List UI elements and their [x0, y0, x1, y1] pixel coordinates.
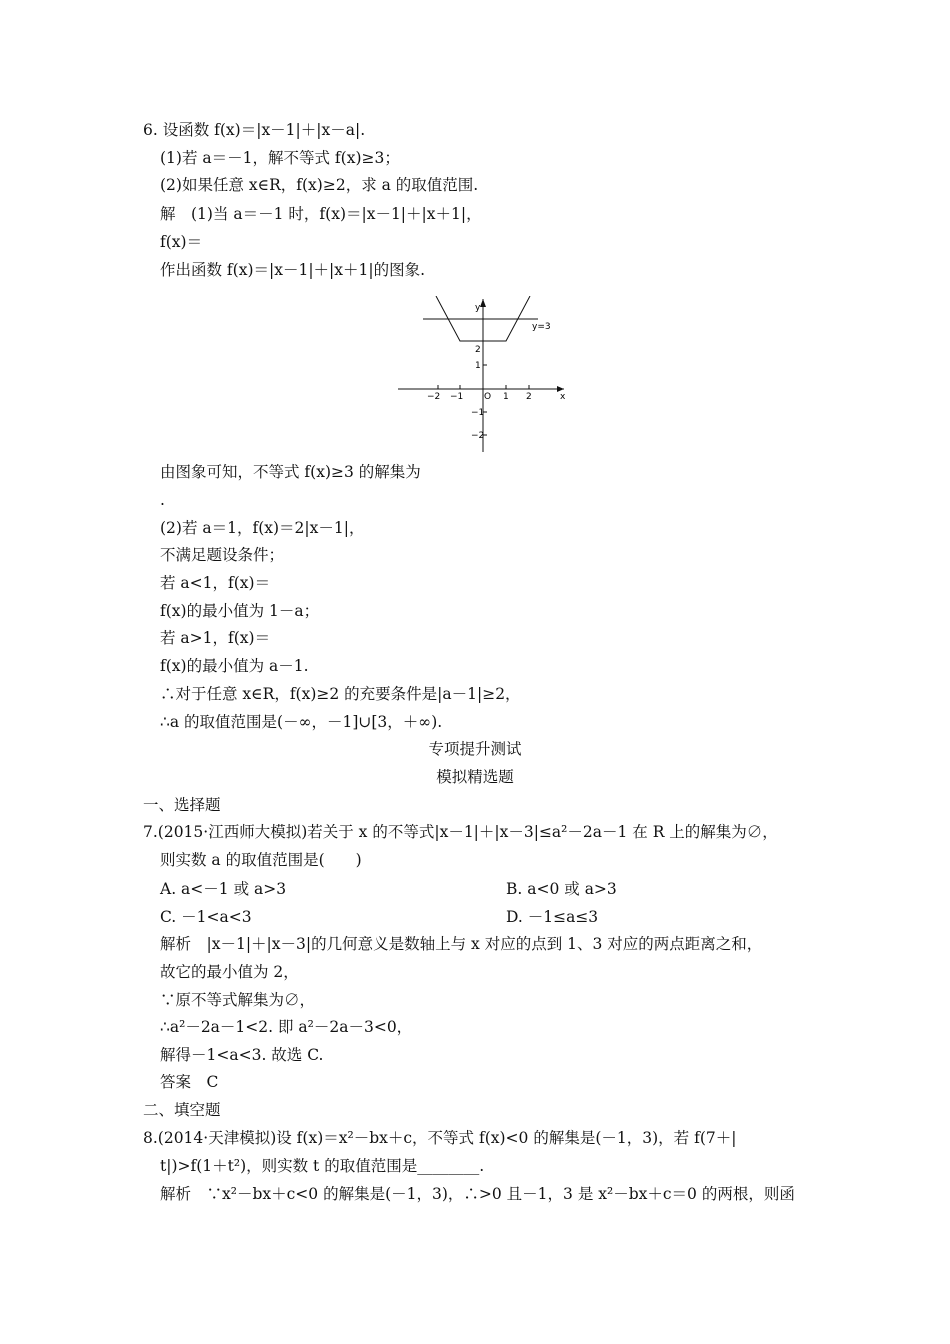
solution-line: 由图象可知，不等式 f(x)≥3 的解集为 — [160, 463, 421, 481]
solution-line: . — [160, 491, 165, 509]
solution-line: f(x)的最小值为 1－a； — [160, 602, 320, 620]
analysis-line: 解得－1<a<3. 故选 C. — [160, 1046, 324, 1064]
problem-6-part1: (1)若 a＝－1，解不等式 f(x)≥3； — [160, 149, 400, 167]
y-axis-arrow — [480, 299, 486, 307]
solution-line: ∴对于任意 x∈R，f(x)≥2 的充要条件是|a－1|≥2， — [160, 685, 521, 703]
section-heading: 专项提升测试 — [428, 740, 522, 758]
problem-8-stem-cont: t|)>f(1＋t²)，则实数 t 的取值范围是________. — [160, 1157, 485, 1175]
x-tick-label: 1 — [503, 392, 509, 402]
line-label: y=3 — [532, 322, 551, 332]
solution-line: 作出函数 f(x)＝|x－1|＋|x＋1|的图象. — [160, 261, 426, 279]
y-axis-label: y — [475, 303, 481, 313]
solution-line: ∴a 的取值范围是(－∞，－1]∪[3，＋∞). — [160, 713, 443, 731]
analysis-line: ∴a²－2a－1<2. 即 a²－2a－3<0， — [160, 1018, 413, 1036]
answer-line: 答案 C — [160, 1073, 219, 1091]
origin-label: O — [484, 392, 492, 402]
choice-d: D. －1≤a≤3 — [506, 908, 599, 926]
analysis-line: 解析 |x－1|＋|x－3|的几何意义是数轴上与 x 对应的点到 1、3 对应的两点距离之和， — [160, 935, 763, 953]
x-tick-label: 2 — [526, 392, 532, 402]
choice-c: C. －1<a<3 — [160, 908, 252, 926]
analysis-line: 故它的最小值为 2， — [160, 963, 299, 981]
part-heading-choice: 一、选择题 — [143, 796, 221, 814]
solution-line: f(x)的最小值为 a－1. — [160, 657, 309, 675]
y-tick-label: 2 — [475, 345, 481, 355]
problem-7-stem-cont: 则实数 a 的取值范围是( ) — [160, 851, 362, 869]
analysis-line: 解析 ∵x²－bx＋c<0 的解集是(－1，3)，∴>0 且－1，3 是 x²－bx＋c＝0 的两根，则函 — [160, 1185, 795, 1203]
problem-6-title: 6. 设函数 f(x)＝|x－1|＋|x－a|. — [143, 121, 366, 139]
y-tick-label: −1 — [471, 408, 485, 418]
problem-7-stem: 7.(2015·江西师大模拟)若关于 x 的不等式|x－1|＋|x－3|≤a²－2a－1 在 R 上的解集为∅， — [143, 823, 778, 841]
choice-b: B. a<0 或 a>3 — [506, 880, 617, 898]
choice-a: A. a<－1 或 a>3 — [160, 880, 287, 898]
analysis-line: ∵原不等式解集为∅， — [160, 991, 316, 1009]
function-graph — [396, 296, 568, 454]
section-subheading: 模拟精选题 — [436, 768, 514, 786]
solution-line: f(x)＝ — [160, 233, 203, 251]
problem-6-part2: (2)如果任意 x∈R，f(x)≥2，求 a 的取值范围. — [160, 176, 479, 194]
solution-line: (2)若 a＝1，f(x)＝2|x－1|， — [160, 519, 365, 537]
solution-line: 若 a>1，f(x)＝ — [160, 629, 271, 647]
y-tick-label: −2 — [471, 431, 485, 441]
solution-line: 不满足题设条件； — [160, 546, 285, 564]
y-tick-label: 1 — [475, 361, 481, 371]
x-tick-label: −2 — [427, 392, 441, 402]
x-axis-label: x — [560, 392, 566, 402]
solution-line: 若 a<1，f(x)＝ — [160, 574, 271, 592]
x-tick-label: −1 — [450, 392, 464, 402]
part-heading-fill: 二、填空题 — [143, 1101, 221, 1119]
problem-8-stem: 8.(2014·天津模拟)设 f(x)＝x²－bx＋c，不等式 f(x)<0 的解集是(－1，3)，若 f(7＋| — [143, 1129, 737, 1147]
solution-line: 解 (1)当 a＝－1 时，f(x)＝|x－1|＋|x＋1|， — [160, 205, 482, 223]
